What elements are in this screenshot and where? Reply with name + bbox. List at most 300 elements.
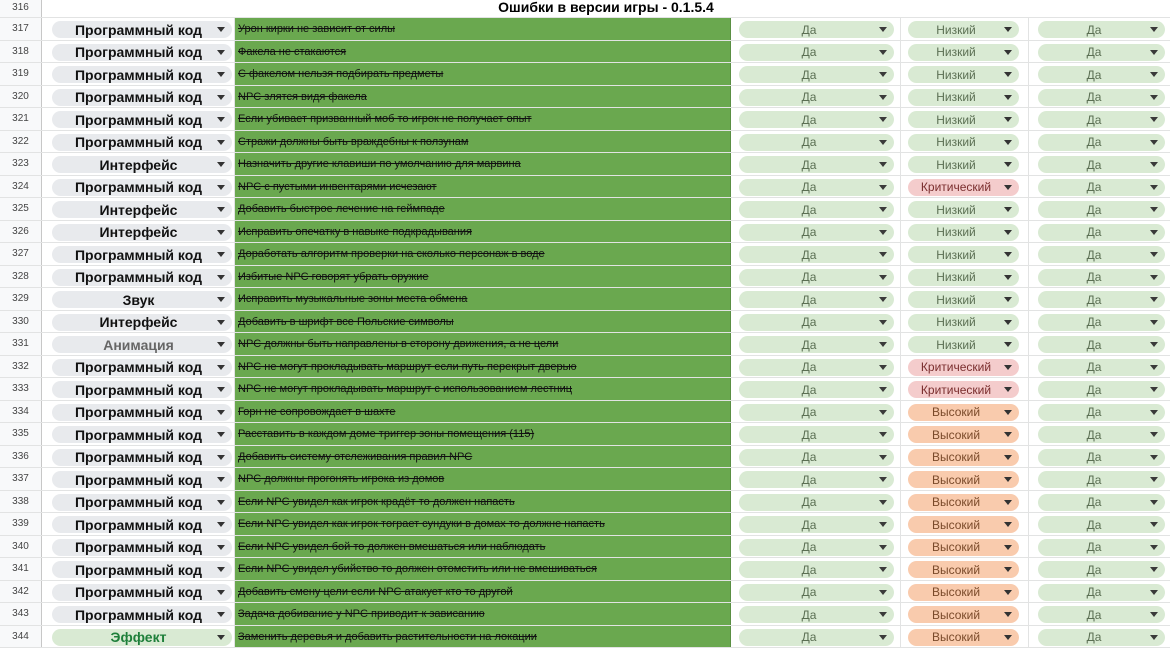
category-dropdown[interactable]	[52, 471, 232, 488]
fixed-dropdown[interactable]	[739, 471, 894, 488]
checked-dropdown[interactable]	[1038, 291, 1165, 308]
fixed-dropdown[interactable]	[739, 584, 894, 601]
fixed-dropdown[interactable]	[739, 606, 894, 623]
fixed-cell[interactable]	[731, 446, 901, 468]
checked-dropdown[interactable]	[1038, 269, 1165, 286]
description-cell[interactable]	[235, 108, 731, 130]
fixed-dropdown[interactable]	[739, 629, 894, 646]
row-number[interactable]: 330	[0, 311, 42, 333]
row-number[interactable]: 325	[0, 198, 42, 220]
category-dropdown[interactable]	[52, 381, 232, 398]
checked-cell[interactable]	[1029, 288, 1170, 310]
category-cell[interactable]	[42, 491, 235, 513]
checked-dropdown[interactable]	[1038, 89, 1165, 106]
priority-dropdown[interactable]	[908, 269, 1019, 286]
description-cell[interactable]	[235, 626, 731, 648]
checked-dropdown[interactable]	[1038, 516, 1165, 533]
sheet-title[interactable]: Ошибки в версии игры - 0.1.5.4	[498, 0, 714, 15]
priority-dropdown[interactable]	[908, 89, 1019, 106]
description-cell[interactable]	[235, 41, 731, 63]
description-cell[interactable]	[235, 446, 731, 468]
row-number[interactable]: 342	[0, 581, 42, 603]
chevron-down-icon	[1150, 50, 1158, 55]
checked-cell[interactable]	[1029, 63, 1170, 85]
category-dropdown[interactable]	[52, 426, 232, 443]
checked-cell[interactable]	[1029, 401, 1170, 423]
row-number[interactable]: 324	[0, 176, 42, 198]
priority-dropdown[interactable]	[908, 66, 1019, 83]
description-cell[interactable]	[235, 221, 731, 243]
row-number[interactable]: 323	[0, 153, 42, 175]
row-number[interactable]: 332	[0, 356, 42, 378]
category-cell[interactable]	[42, 603, 235, 625]
fixed-dropdown[interactable]	[739, 359, 894, 376]
fixed-dropdown[interactable]	[739, 269, 894, 286]
fixed-cell[interactable]	[731, 536, 901, 558]
checked-cell[interactable]	[1029, 131, 1170, 153]
chevron-down-icon	[879, 320, 887, 325]
chevron-down-icon	[217, 612, 225, 617]
description-cell[interactable]	[235, 423, 731, 445]
category-dropdown[interactable]	[52, 66, 232, 83]
checked-dropdown[interactable]	[1038, 561, 1165, 578]
row-number[interactable]: 322	[0, 131, 42, 153]
priority-cell[interactable]	[901, 198, 1029, 220]
category-cell[interactable]	[42, 581, 235, 603]
category-cell[interactable]	[42, 401, 235, 423]
checked-cell[interactable]	[1029, 558, 1170, 580]
priority-cell[interactable]	[901, 423, 1029, 445]
fixed-cell[interactable]	[731, 266, 901, 288]
checked-dropdown[interactable]	[1038, 156, 1165, 173]
fixed-cell[interactable]	[731, 18, 901, 40]
description-cell[interactable]	[235, 198, 731, 220]
fixed-cell[interactable]	[731, 288, 901, 310]
priority-cell[interactable]	[901, 153, 1029, 175]
fixed-cell[interactable]	[731, 513, 901, 535]
fixed-cell[interactable]	[731, 356, 901, 378]
priority-cell[interactable]	[901, 176, 1029, 198]
fixed-cell[interactable]	[731, 86, 901, 108]
checked-cell[interactable]	[1029, 446, 1170, 468]
description-cell[interactable]	[235, 311, 731, 333]
description-cell[interactable]	[235, 288, 731, 310]
priority-cell[interactable]	[901, 108, 1029, 130]
row-number[interactable]: 341	[0, 558, 42, 580]
category-dropdown[interactable]	[52, 201, 232, 218]
row-number[interactable]: 343	[0, 603, 42, 625]
priority-dropdown[interactable]	[908, 179, 1019, 196]
checked-dropdown[interactable]	[1038, 606, 1165, 623]
fixed-cell[interactable]	[731, 626, 901, 648]
category-cell[interactable]	[42, 266, 235, 288]
description-cell[interactable]	[235, 558, 731, 580]
fixed-dropdown[interactable]	[739, 516, 894, 533]
description-cell[interactable]	[235, 333, 731, 355]
checked-dropdown[interactable]	[1038, 629, 1165, 646]
checked-dropdown[interactable]	[1038, 66, 1165, 83]
description-cell[interactable]	[235, 603, 731, 625]
priority-dropdown[interactable]	[908, 111, 1019, 128]
row-number[interactable]: 334	[0, 401, 42, 423]
fixed-dropdown[interactable]	[739, 66, 894, 83]
row-number[interactable]: 317	[0, 18, 42, 40]
checked-dropdown[interactable]	[1038, 314, 1165, 331]
priority-dropdown[interactable]	[908, 404, 1019, 421]
category-cell[interactable]	[42, 468, 235, 490]
checked-cell[interactable]	[1029, 41, 1170, 63]
fixed-dropdown[interactable]	[739, 404, 894, 421]
checked-dropdown[interactable]	[1038, 381, 1165, 398]
category-cell[interactable]	[42, 536, 235, 558]
fixed-cell[interactable]	[731, 311, 901, 333]
fixed-dropdown[interactable]	[739, 111, 894, 128]
priority-cell[interactable]	[901, 266, 1029, 288]
fixed-cell[interactable]	[731, 198, 901, 220]
checked-cell[interactable]	[1029, 86, 1170, 108]
category-dropdown[interactable]	[52, 606, 232, 623]
priority-dropdown[interactable]	[908, 539, 1019, 556]
description-cell[interactable]	[235, 86, 731, 108]
description-cell[interactable]	[235, 356, 731, 378]
category-dropdown[interactable]	[52, 449, 232, 466]
priority-dropdown[interactable]	[908, 629, 1019, 646]
fixed-cell[interactable]	[731, 491, 901, 513]
priority-cell[interactable]	[901, 401, 1029, 423]
fixed-dropdown[interactable]	[739, 314, 894, 331]
row-number[interactable]: 318	[0, 41, 42, 63]
fixed-dropdown[interactable]	[739, 426, 894, 443]
checked-dropdown[interactable]	[1038, 224, 1165, 241]
priority-dropdown[interactable]	[908, 359, 1019, 376]
priority-cell[interactable]	[901, 41, 1029, 63]
category-dropdown[interactable]	[52, 359, 232, 376]
category-cell[interactable]	[42, 153, 235, 175]
priority-cell[interactable]	[901, 86, 1029, 108]
checked-label: Да	[1086, 472, 1102, 487]
category-dropdown[interactable]	[52, 291, 232, 308]
checked-dropdown[interactable]	[1038, 134, 1165, 151]
checked-dropdown[interactable]	[1038, 44, 1165, 61]
priority-dropdown[interactable]	[908, 561, 1019, 578]
category-dropdown[interactable]	[52, 179, 232, 196]
row-number[interactable]: 316	[0, 0, 42, 17]
category-cell[interactable]	[42, 198, 235, 220]
priority-cell[interactable]	[901, 221, 1029, 243]
fixed-dropdown[interactable]	[739, 336, 894, 353]
row-number[interactable]: 321	[0, 108, 42, 130]
checked-dropdown[interactable]	[1038, 426, 1165, 443]
checked-cell[interactable]	[1029, 243, 1170, 265]
priority-dropdown[interactable]	[908, 291, 1019, 308]
priority-dropdown[interactable]	[908, 606, 1019, 623]
fixed-dropdown[interactable]	[739, 179, 894, 196]
description-cell[interactable]	[235, 153, 731, 175]
category-cell[interactable]	[42, 356, 235, 378]
description-cell[interactable]	[235, 513, 731, 535]
fixed-cell[interactable]	[731, 423, 901, 445]
fixed-cell[interactable]	[731, 63, 901, 85]
checked-dropdown[interactable]	[1038, 404, 1165, 421]
checked-dropdown[interactable]	[1038, 494, 1165, 511]
fixed-dropdown[interactable]	[739, 224, 894, 241]
category-dropdown[interactable]	[52, 584, 232, 601]
priority-cell[interactable]	[901, 603, 1029, 625]
category-cell[interactable]	[42, 221, 235, 243]
checked-cell[interactable]	[1029, 108, 1170, 130]
checked-cell[interactable]	[1029, 581, 1170, 603]
category-dropdown[interactable]	[52, 269, 232, 286]
priority-dropdown[interactable]	[908, 21, 1019, 38]
chevron-down-icon	[1004, 252, 1012, 257]
priority-dropdown[interactable]	[908, 246, 1019, 263]
priority-cell[interactable]	[901, 446, 1029, 468]
priority-cell[interactable]	[901, 311, 1029, 333]
category-cell[interactable]	[42, 333, 235, 355]
description-cell[interactable]	[235, 468, 731, 490]
category-cell[interactable]	[42, 63, 235, 85]
category-dropdown[interactable]	[52, 134, 232, 151]
row-number[interactable]: 320	[0, 86, 42, 108]
fixed-dropdown[interactable]	[739, 156, 894, 173]
priority-dropdown[interactable]	[908, 134, 1019, 151]
checked-dropdown[interactable]	[1038, 246, 1165, 263]
row-number[interactable]: 340	[0, 536, 42, 558]
fixed-cell[interactable]	[731, 243, 901, 265]
fixed-dropdown[interactable]	[739, 201, 894, 218]
checked-cell[interactable]	[1029, 378, 1170, 400]
priority-label: Высокий	[931, 405, 981, 419]
category-dropdown[interactable]	[52, 246, 232, 263]
fixed-cell[interactable]	[731, 333, 901, 355]
fixed-dropdown[interactable]	[739, 44, 894, 61]
description-cell[interactable]	[235, 581, 731, 603]
checked-cell[interactable]	[1029, 423, 1170, 445]
category-cell[interactable]	[42, 243, 235, 265]
category-dropdown[interactable]	[52, 516, 232, 533]
category-dropdown[interactable]	[52, 111, 232, 128]
priority-cell[interactable]	[901, 581, 1029, 603]
category-cell[interactable]	[42, 41, 235, 63]
checked-dropdown[interactable]	[1038, 111, 1165, 128]
fixed-dropdown[interactable]	[739, 246, 894, 263]
fixed-label: Да	[801, 90, 817, 104]
fixed-cell[interactable]	[731, 153, 901, 175]
category-dropdown[interactable]	[52, 336, 232, 353]
category-dropdown[interactable]	[52, 89, 232, 106]
checked-dropdown[interactable]	[1038, 471, 1165, 488]
description-cell[interactable]	[235, 131, 731, 153]
checked-dropdown[interactable]	[1038, 336, 1165, 353]
category-dropdown[interactable]	[52, 21, 232, 38]
description-cell[interactable]	[235, 63, 731, 85]
row-number[interactable]: 335	[0, 423, 42, 445]
fixed-cell[interactable]	[731, 603, 901, 625]
checked-cell[interactable]	[1029, 468, 1170, 490]
fixed-cell[interactable]	[731, 581, 901, 603]
checked-dropdown[interactable]	[1038, 201, 1165, 218]
fixed-cell[interactable]	[731, 221, 901, 243]
category-dropdown[interactable]	[52, 224, 232, 241]
row-number[interactable]: 326	[0, 221, 42, 243]
checked-cell[interactable]	[1029, 18, 1170, 40]
priority-dropdown[interactable]	[908, 584, 1019, 601]
category-cell[interactable]	[42, 176, 235, 198]
priority-cell[interactable]	[901, 513, 1029, 535]
row-number[interactable]: 319	[0, 63, 42, 85]
checked-dropdown[interactable]	[1038, 539, 1165, 556]
priority-dropdown[interactable]	[908, 381, 1019, 398]
fixed-dropdown[interactable]	[739, 539, 894, 556]
checked-cell[interactable]	[1029, 356, 1170, 378]
row-number[interactable]: 344	[0, 626, 42, 648]
row-number[interactable]: 327	[0, 243, 42, 265]
checked-cell[interactable]	[1029, 221, 1170, 243]
description-cell[interactable]	[235, 378, 731, 400]
fixed-cell[interactable]	[731, 108, 901, 130]
priority-label: Высокий	[931, 585, 981, 599]
checked-cell[interactable]	[1029, 311, 1170, 333]
fixed-cell[interactable]	[731, 41, 901, 63]
checked-cell[interactable]	[1029, 266, 1170, 288]
fixed-dropdown[interactable]	[739, 21, 894, 38]
priority-cell[interactable]	[901, 626, 1029, 648]
priority-cell[interactable]	[901, 558, 1029, 580]
fixed-dropdown[interactable]	[739, 449, 894, 466]
fixed-dropdown[interactable]	[739, 134, 894, 151]
priority-cell[interactable]	[901, 468, 1029, 490]
checked-dropdown[interactable]	[1038, 359, 1165, 376]
priority-dropdown[interactable]	[908, 516, 1019, 533]
description-cell[interactable]	[235, 536, 731, 558]
priority-dropdown[interactable]	[908, 224, 1019, 241]
fixed-cell[interactable]	[731, 401, 901, 423]
category-cell[interactable]	[42, 446, 235, 468]
table-row	[0, 288, 1170, 311]
category-dropdown[interactable]	[52, 404, 232, 421]
category-dropdown[interactable]	[52, 44, 232, 61]
priority-dropdown[interactable]	[908, 449, 1019, 466]
checked-cell[interactable]	[1029, 626, 1170, 648]
category-cell[interactable]	[42, 18, 235, 40]
category-dropdown[interactable]	[52, 539, 232, 556]
priority-cell[interactable]	[901, 491, 1029, 513]
category-dropdown[interactable]	[52, 561, 232, 578]
category-dropdown[interactable]	[52, 494, 232, 511]
priority-cell[interactable]	[901, 333, 1029, 355]
priority-cell[interactable]	[901, 63, 1029, 85]
checked-cell[interactable]	[1029, 491, 1170, 513]
description-cell[interactable]	[235, 491, 731, 513]
category-dropdown[interactable]	[52, 156, 232, 173]
row-number[interactable]: 331	[0, 333, 42, 355]
fixed-cell[interactable]	[731, 468, 901, 490]
category-cell[interactable]	[42, 288, 235, 310]
category-cell[interactable]	[42, 311, 235, 333]
priority-cell[interactable]	[901, 243, 1029, 265]
checked-cell[interactable]	[1029, 333, 1170, 355]
category-cell[interactable]	[42, 626, 235, 648]
row-number[interactable]: 336	[0, 446, 42, 468]
chevron-down-icon	[217, 95, 225, 100]
priority-cell[interactable]	[901, 356, 1029, 378]
row-number[interactable]: 339	[0, 513, 42, 535]
bug-description: С факелом нельзя подбирать предметы	[238, 68, 444, 80]
priority-dropdown[interactable]	[908, 494, 1019, 511]
priority-cell[interactable]	[901, 18, 1029, 40]
fixed-dropdown[interactable]	[739, 561, 894, 578]
description-cell[interactable]	[235, 243, 731, 265]
category-cell[interactable]	[42, 86, 235, 108]
description-cell[interactable]	[235, 266, 731, 288]
priority-dropdown[interactable]	[908, 201, 1019, 218]
row-number[interactable]: 337	[0, 468, 42, 490]
fixed-dropdown[interactable]	[739, 381, 894, 398]
priority-label: Низкий	[936, 90, 976, 104]
checked-dropdown[interactable]	[1038, 179, 1165, 196]
category-dropdown[interactable]	[52, 314, 232, 331]
checked-dropdown[interactable]	[1038, 21, 1165, 38]
category-dropdown[interactable]	[52, 629, 232, 646]
category-cell[interactable]	[42, 378, 235, 400]
fixed-cell[interactable]	[731, 176, 901, 198]
category-cell[interactable]	[42, 131, 235, 153]
priority-cell[interactable]	[901, 536, 1029, 558]
row-number[interactable]: 333	[0, 378, 42, 400]
fixed-dropdown[interactable]	[739, 89, 894, 106]
chevron-down-icon	[217, 635, 225, 640]
fixed-dropdown[interactable]	[739, 291, 894, 308]
row-number[interactable]: 338	[0, 491, 42, 513]
priority-dropdown[interactable]	[908, 44, 1019, 61]
priority-dropdown[interactable]	[908, 426, 1019, 443]
priority-cell[interactable]	[901, 131, 1029, 153]
checked-cell[interactable]	[1029, 198, 1170, 220]
description-cell[interactable]	[235, 176, 731, 198]
priority-dropdown[interactable]	[908, 314, 1019, 331]
category-cell[interactable]	[42, 513, 235, 535]
fixed-dropdown[interactable]	[739, 494, 894, 511]
fixed-cell[interactable]	[731, 558, 901, 580]
category-cell[interactable]	[42, 423, 235, 445]
row-number[interactable]: 329	[0, 288, 42, 310]
priority-dropdown[interactable]	[908, 156, 1019, 173]
priority-label: Низкий	[936, 157, 976, 172]
priority-dropdown[interactable]	[908, 471, 1019, 488]
priority-cell[interactable]	[901, 378, 1029, 400]
table-row	[0, 356, 1170, 379]
chevron-down-icon	[879, 275, 887, 280]
description-cell[interactable]	[235, 18, 731, 40]
category-cell[interactable]	[42, 558, 235, 580]
fixed-cell[interactable]	[731, 378, 901, 400]
priority-dropdown[interactable]	[908, 336, 1019, 353]
checked-cell[interactable]	[1029, 603, 1170, 625]
chevron-down-icon	[217, 50, 225, 55]
priority-cell[interactable]	[901, 288, 1029, 310]
checked-dropdown[interactable]	[1038, 449, 1165, 466]
checked-cell[interactable]	[1029, 153, 1170, 175]
fixed-label: Да	[801, 225, 817, 239]
checked-cell[interactable]	[1029, 176, 1170, 198]
checked-cell[interactable]	[1029, 513, 1170, 535]
checked-dropdown[interactable]	[1038, 584, 1165, 601]
description-cell[interactable]	[235, 401, 731, 423]
category-cell[interactable]	[42, 108, 235, 130]
checked-cell[interactable]	[1029, 536, 1170, 558]
fixed-cell[interactable]	[731, 131, 901, 153]
row-number[interactable]: 328	[0, 266, 42, 288]
